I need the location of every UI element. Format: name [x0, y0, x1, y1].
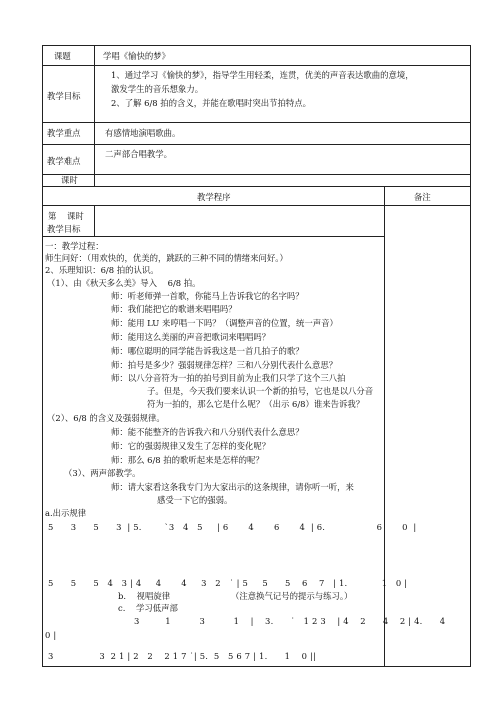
notes-title: 备注	[414, 192, 431, 202]
body-line-15: 师：能不能整齐的告诉我六和八分别代表什么意思？	[111, 427, 304, 437]
body-line-16: 师：它的强弱规律又发生了怎样的变化呢？	[111, 441, 271, 451]
notation-b-note: （注意换气记号的提示与练习。）	[231, 591, 353, 601]
body-line-20: 感受一下它的强弱。	[157, 495, 233, 505]
goal-1-continued: 激发学生的音乐想象力。	[111, 84, 204, 94]
rule-top	[42, 45, 471, 46]
rule-after-course	[42, 65, 471, 66]
rule-after-period	[42, 186, 471, 187]
body-line-5: 师：听老师弹一首歌，你能马上告诉我它的名字吗？	[111, 291, 304, 301]
rule-left	[42, 45, 43, 666]
body-line-7: 师：能用 LU 来哼唱一下吗？（调整声音的位置，统一声音）	[111, 318, 338, 328]
notation-b-label: b. 视唱旋律	[118, 591, 171, 601]
rule-after-difficulty	[42, 174, 471, 175]
body-line-2: 师生问好：（用欢快的，优美的，跳跃的三种不同的情绪来问好。）	[45, 253, 288, 263]
body-line-10: 师：拍号是多少？强弱规律怎样？三和八分别代表什么意思？	[111, 360, 338, 370]
difficulty-label: 教学难点	[47, 156, 81, 166]
body-line-8: 师：能用这么美丽的声音把歌词来唱唱吗？	[111, 332, 271, 342]
rule-after-lesson-goal	[42, 236, 384, 237]
rule-right	[470, 45, 471, 666]
body-line-19: 师：请大家看这条我专门为大家出示的这条规律，请你听一听，来	[111, 482, 354, 492]
rule-lesson-col	[94, 205, 95, 236]
body-line-11: 师：以八分音符为一拍的拍号到目前为止我们只学了这个三八拍	[111, 373, 346, 383]
body-line-1: 一：教学过程：	[45, 241, 104, 251]
body-line-17: 师：那么 6/8 拍的歌听起来是怎样的呢？	[111, 455, 264, 465]
notation-row-3: 3 1 3 1 | 3. ˙ 1 2 3 | 4 2 4 2 | 4. 4	[134, 616, 446, 626]
procedure-title: 教学程序	[197, 192, 231, 202]
course-label: 课题	[54, 51, 71, 61]
course-title: 学唱《愉快的梦》	[103, 51, 170, 61]
notation-row-2: 5 5 5 4 3 | 4 4 4 3 2 ˙ | 5 5 5 6 7 | 1. 1 0 |	[48, 578, 408, 588]
rule-bottom	[42, 666, 471, 667]
goal-label: 教学目标	[47, 91, 81, 101]
notation-row-3-end: 0 |	[45, 630, 57, 640]
body-line-6: 师：我们能把它的歌谱来唱唱吗？	[111, 304, 237, 314]
period-label: 课时	[61, 175, 78, 185]
difficulty-value: 二声部合唱教学。	[105, 149, 172, 159]
rule-after-goals	[42, 122, 471, 123]
notation-row-4: 3 3 2 1 | 2 2 2 1 7 ˙| 5. 5 5 6 7 | 1. 1 0 ||	[48, 651, 317, 661]
notation-c-label: c. 学习低声部	[118, 603, 178, 613]
lesson-goal-label: 教学目标	[47, 224, 81, 234]
focus-value: 有感情地演唱歌曲。	[105, 128, 181, 138]
body-line-14: （2）、6/8 的含义及强弱规律。	[47, 413, 165, 423]
body-line-9: 师：哪位聪明的同学能告诉我这是一首几拍子的歌？	[111, 346, 304, 356]
lesson-number-label: 第 课时	[48, 211, 84, 221]
goal-1: 1、通过学习《愉快的梦》，指导学生用轻柔，连贯，优美的声音表达歌曲的意境，	[111, 70, 414, 80]
focus-label: 教学重点	[47, 128, 81, 138]
body-line-3: 2、乐理知识：6/8 拍的认识。	[45, 265, 159, 275]
goal-2: 2、了解 6/8 拍的含义，并能在歌唱时突出节拍特点。	[111, 98, 312, 108]
body-line-12: 子。但是，今天我们要来认识一个新的拍号，它也是以八分音	[147, 386, 374, 396]
rule-notes-col	[384, 186, 385, 666]
body-line-13: 符为一拍的，那么它是什么呢？（出示 6/8）谁来告诉我？	[147, 399, 365, 409]
rule-label-col	[94, 45, 95, 186]
rule-after-focus	[42, 144, 471, 145]
notation-row-1: 5 3 5 3 | 5. `3 4 5 | 6 4 6 4 | 6. 6 0 |	[48, 522, 417, 532]
body-line-18: （3）、两声部教学。	[64, 468, 141, 478]
body-line-21: a.出示规律	[45, 508, 87, 518]
body-line-4: （1）、由《秋天多么美》导入 6/8 拍。	[47, 278, 201, 288]
rule-after-procedure-title	[42, 205, 471, 206]
